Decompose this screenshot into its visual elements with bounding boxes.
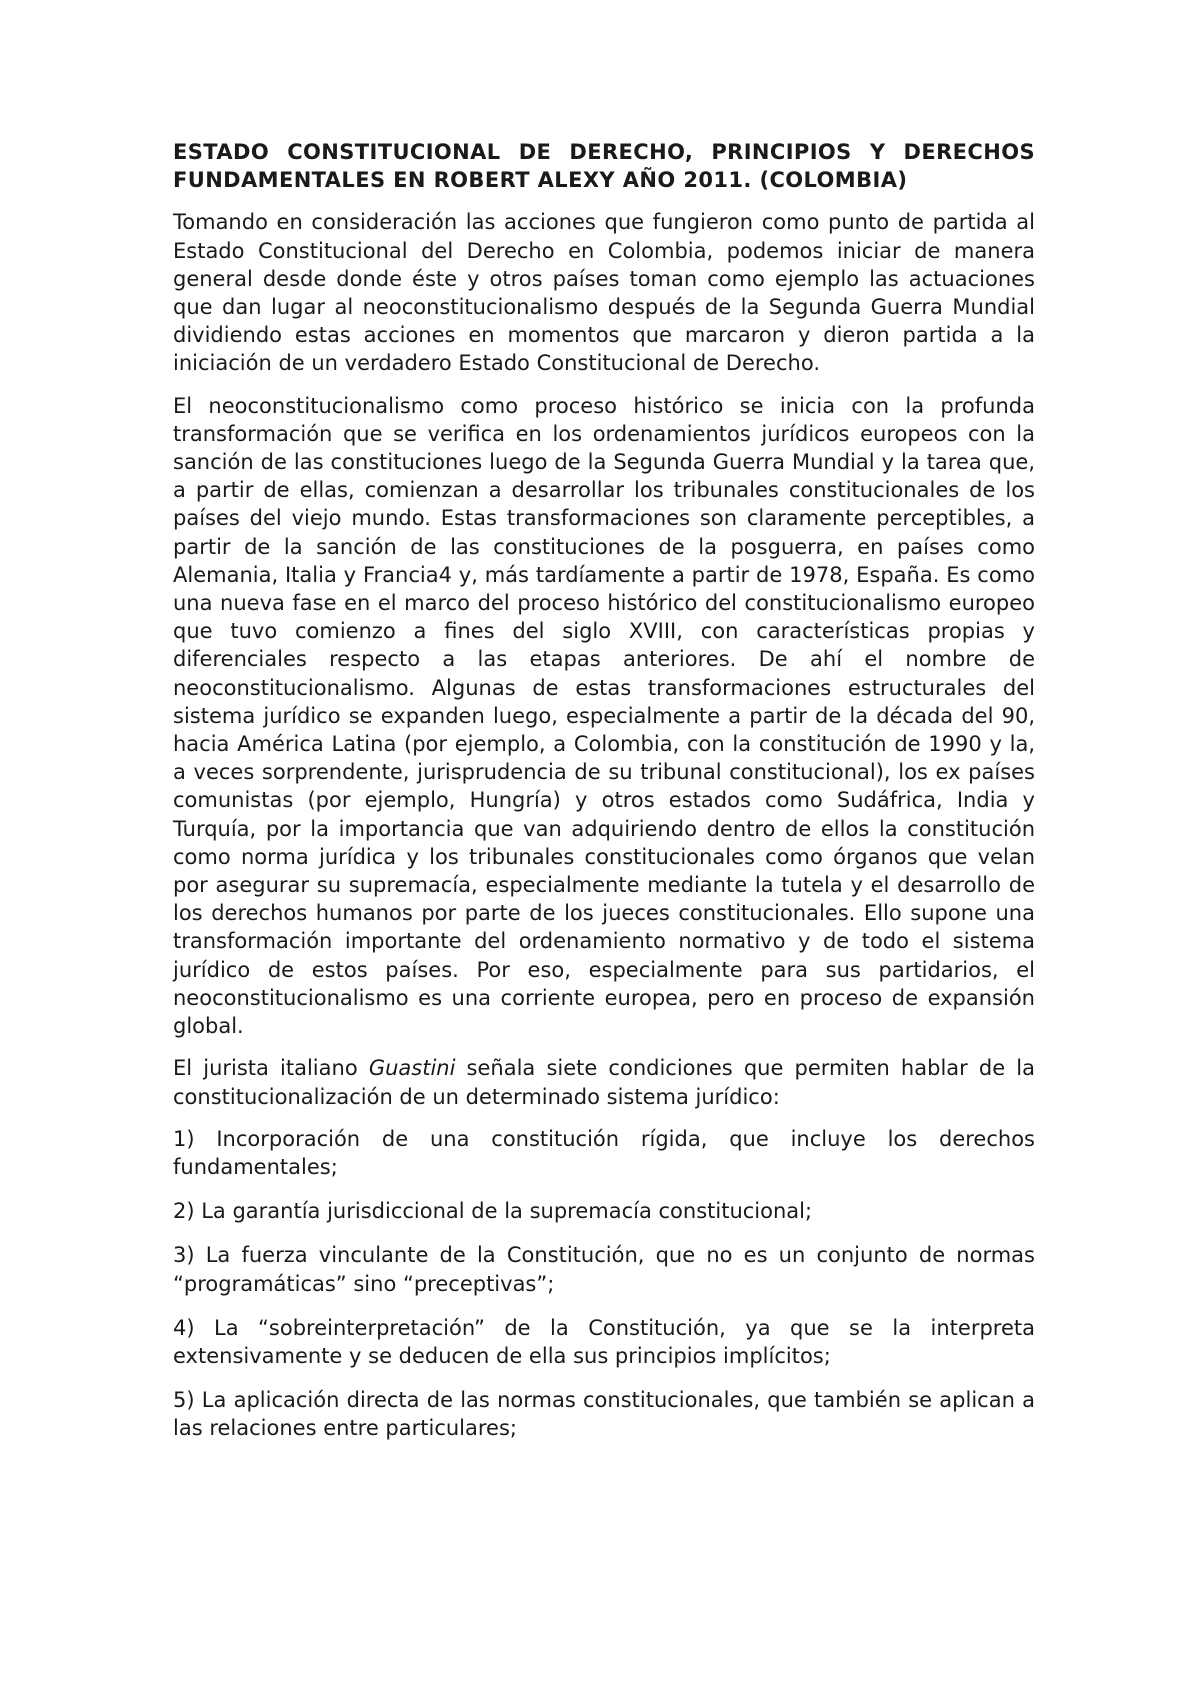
condition-item: 2) La garantía jurisdiccional de la supremacía constitucional; <box>173 1199 813 1224</box>
author-name-italic: Guastini <box>368 1056 456 1081</box>
paragraph-guastini <box>173 1054 1035 1110</box>
condition-item: 4) La “sobreinterpretación” de la Constitución, ya que se la interpreta extensivamente y se deducen de ella sus principios implícitos; <box>173 1315 1035 1368</box>
paragraph-guastini-end: señala siete condiciones que permiten hablar de la constitucionalización de un determinado sistema jurídico: <box>173 1056 1036 1109</box>
condition-item: 3) La fuerza vinculante de la Constitución, que no es un conjunto de normas “programáticas” sino “preceptivas”; <box>173 1243 1035 1296</box>
condition-item: 1) Incorporación de una constitución rígida, que incluye los derechos fundamentales; <box>173 1126 1035 1179</box>
paragraph-guastini-start: El jurista italiano <box>173 1056 369 1081</box>
paragraph-intro: Tomando en consideración las acciones que fungieron como punto de partida al Estado Constitucional del Derecho en Colombia, podemos iniciar de manera general desde donde éste y otros países toman como ejemplo las actuaciones que dan lugar al neoconstitucionalismo después de la Segunda Guerra Mundial dividiendo estas acciones en momentos que marcaron y dieron partida a la iniciación de un verdadero Estado Constitucional de Derecho. <box>173 210 1035 376</box>
paragraph-neoconstitucionalismo: El neoconstitucionalismo como proceso histórico se inicia con la profunda transformación que se verifica en los ordenamientos jurídicos europeos con la sanción de las constituciones luego de la Segunda Guerra Mundial y la tarea que, a partir de ellas, comienzan a desarrollar los tribunales constitucionales de los países del viejo mundo. Estas transformaciones son claramente perceptibles, a partir de la sanción de las constituciones de la posguerra, en países como Alemania, Italia y Francia4 y, más tardíamente a partir de 1978, España. Es como una nueva fase en el marco del proceso histórico del constitucionalismo europeo que tuvo comienzo a fines del siglo XVIII, con características propias y diferenciales respecto a las etapas anteriores. De ahí el nombre de neoconstitucionalismo. Algunas de estas transformaciones estructurales del sistema jurídico se expanden luego, especialmente a partir de la década del 90, hacia América Latina (por ejemplo, a Colombia, con la constitución de 1990 y la, a veces sorprendente, jurisprudencia de su tribunal constitucional), los ex países comunistas (por ejemplo, Hungría) y otros estados como Sudáfrica, India y Turquía, por la importancia que van adquiriendo dentro de ellos la constitución como norma jurídica y los tribunales constitucionales como órganos que velan por asegurar su supremacía, especialmente mediante la tutela y el desarrollo de los derechos humanos por parte de los jueces constitucionales. Ello supone una transformación importante del ordenamiento normativo y de todo el sistema jurídico de estos países. Por eso, especialmente para sus partidarios, el neoconstitucionalismo es una corriente europea, pero en proceso de expansión global. <box>173 393 1035 1039</box>
condition-item: 5) La aplicación directa de las normas constitucionales, que también se aplican a las relaciones entre particulares; <box>173 1388 1035 1441</box>
document-body <box>173 138 1035 1459</box>
document-title: ESTADO CONSTITUCIONAL DE DERECHO, PRINCIPIOS Y DERECHOS FUNDAMENTALES EN ROBERT ALEXY AÑO 2011. (COLOMBIA) <box>173 140 1035 193</box>
